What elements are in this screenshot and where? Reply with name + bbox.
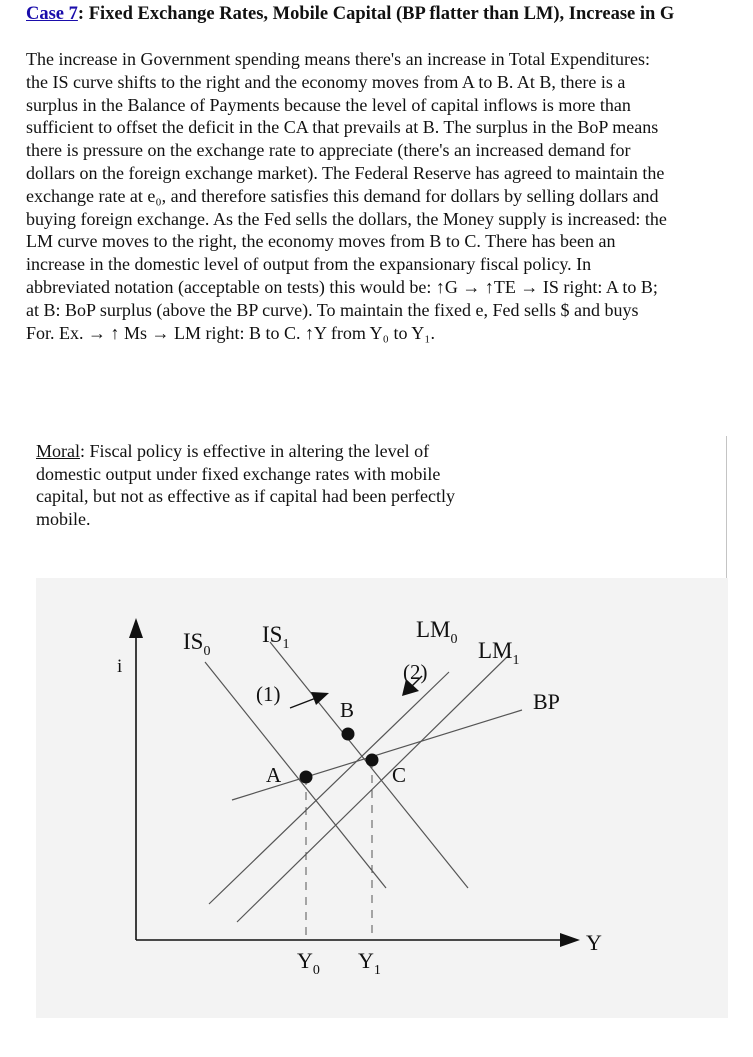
step-2-label: (2)	[403, 660, 428, 684]
moral-text: : Fiscal policy is effective in altering the level of	[80, 441, 430, 461]
paragraph-line: LM curve moves to the right, the economy moves from B to C. There has been an	[26, 231, 616, 252]
y0-tick-label: $Y_0$	[297, 948, 320, 978]
y-axis-label: i	[117, 656, 123, 677]
point-a-marker	[300, 771, 313, 784]
paragraph-line: buying foreign exchange. As the Fed sells the dollars, the Money supply is increased: the	[26, 208, 667, 229]
paragraph-line: exchange rate at e₀, and therefore satisfies this demand for dollars by selling dollars and	[26, 185, 659, 206]
is0-label: $IS_0$	[183, 629, 211, 659]
x-axis-arrowhead	[560, 933, 580, 947]
step-1-label: (1)	[256, 682, 281, 706]
lm0-label: $LM_0$	[416, 617, 458, 647]
is0-curve	[205, 662, 386, 888]
is-shift-arrowhead	[311, 692, 329, 705]
y1-tick-label: $Y_1$	[358, 948, 381, 978]
paragraph-line: there is pressure on the exchange rate to appreciate (there's an increased demand for	[26, 140, 631, 161]
moral-label: Moral	[36, 441, 80, 461]
lm0-curve	[209, 672, 449, 904]
bp-label: BP	[533, 689, 560, 714]
case-title: : Fixed Exchange Rates, Mobile Capital (BP flatter than LM), Increase in G	[77, 4, 675, 24]
moral-line: mobile.	[36, 508, 91, 529]
point-b-label: B	[340, 698, 355, 722]
point-c-marker	[366, 754, 379, 767]
is-shift-arrow	[290, 698, 316, 708]
paragraph-line: surplus in the Balance of Payments because the level of capital inflows is more than	[26, 94, 631, 115]
point-c-label: C	[392, 763, 407, 787]
paragraph-line: dollars on the foreign exchange market). The Federal Reserve has agreed to maintain the	[26, 162, 665, 183]
paragraph-line: the IS curve shifts to the right and the economy moves from A to B. At B, there is a	[26, 71, 626, 92]
point-b-marker	[342, 728, 355, 741]
moral-line: domestic output under fixed exchange rates with mobile	[36, 463, 441, 484]
paragraph-line: increase in the domestic level of output from the expansionary fiscal policy. In	[26, 254, 592, 275]
lm1-label: $LM_1$	[478, 638, 520, 668]
paragraph-line: For. Ex. → ↑ Ms → LM right: B to C. ↑Y from Y₀ to Y₁.	[26, 322, 436, 343]
paragraph-line: at B: BoP surplus (above the BP curve). To maintain the fixed e, Fed sells $ and buys	[26, 299, 639, 320]
point-a-label: A	[266, 763, 282, 787]
paragraph-line: sufficient to offset the deficit in the CA that prevails at B. The surplus in the BoP means	[26, 117, 659, 138]
paragraph-line: The increase in Government spending means there's an increase in Total Expenditures:	[26, 49, 650, 69]
moral-line: capital, but not as effective as if capital had been perfectly	[36, 486, 455, 506]
is1-label: $IS_1$	[262, 622, 290, 652]
case-link[interactable]: Case 7	[26, 4, 78, 24]
x-axis-label: Y	[586, 930, 602, 955]
paragraph-line: abbreviated notation (acceptable on tests) this would be: ↑G → ↑TE → IS right: A to B;	[26, 276, 658, 297]
y-axis-arrowhead	[129, 618, 143, 638]
